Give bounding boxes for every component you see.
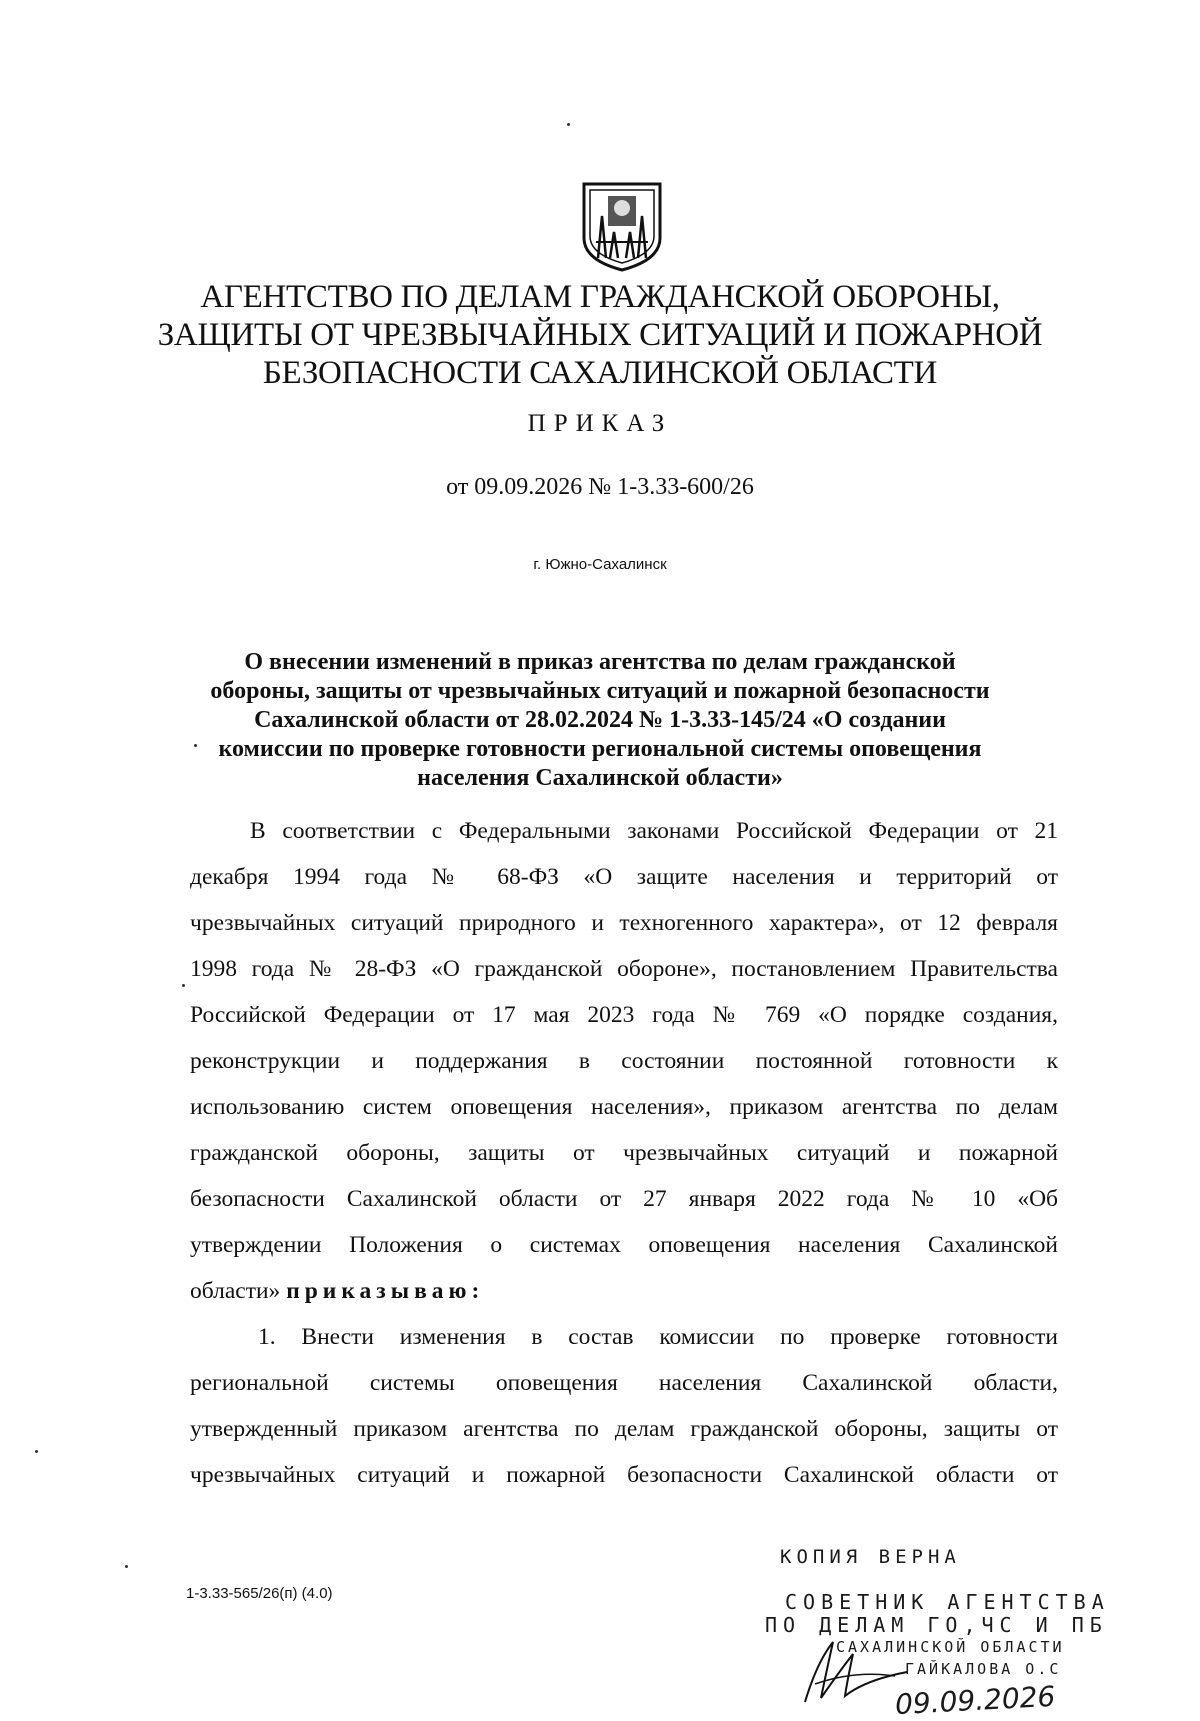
item-line: утвержденный приказом агентства по делам гражданской обороны, защиты от — [190, 1416, 1058, 1442]
agency-name — [150, 278, 1050, 392]
item-line: 1. Внести изменения в состав комиссии по проверке готовности — [258, 1324, 1058, 1350]
document-city: г. Южно-Сахалинск — [533, 556, 667, 573]
agency-line: ЗАЩИТЫ ОТ ЧРЕЗВЫЧАЙНЫХ СИТУАЦИЙ И ПОЖАРНОЙ — [157, 317, 1043, 353]
body-line: 1998 года № 28-ФЗ «О гражданской обороне», постановлением Правительства — [190, 956, 1058, 982]
handwritten-date: 09.09.2026 — [894, 1679, 1057, 1721]
document-subject — [170, 648, 1030, 793]
subject-line: О внесении изменений в приказ агентства по делам гражданской — [244, 649, 956, 675]
body-line: реконструкции и поддержания в состоянии постоянной готовности к — [190, 1048, 1058, 1074]
stamp-line: СОВЕТНИК АГЕНТСТВА — [785, 1590, 1110, 1614]
scan-speck — [182, 984, 185, 987]
subject-line: Сахалинской области от 28.02.2024 № 1-3.33-145/24 «О создании — [254, 707, 946, 733]
document-type: ПРИКАЗ — [527, 410, 673, 437]
agency-line: АГЕНТСТВО ПО ДЕЛАМ ГРАЖДАНСКОЙ ОБОРОНЫ, — [200, 279, 1000, 315]
stamp-line: ГАЙКАЛОВА О.С — [905, 1660, 1062, 1678]
body-line: Российской Федерации от 17 мая 2023 года № 769 «О порядке создания, — [190, 1002, 1058, 1028]
body-line: использованию систем оповещения населения», приказом агентства по делам — [190, 1094, 1058, 1120]
document-code: 1-3.33-565/26(п) (4.0) — [186, 1585, 333, 1602]
body-line-final — [190, 1268, 1058, 1314]
document-number: от 09.09.2026 № 1-3.33-600/26 — [446, 474, 754, 500]
scan-speck — [125, 1565, 128, 1568]
document-body — [190, 808, 1058, 1498]
body-line: декабря 1994 года № 68-ФЗ «О защите населения и территорий от — [190, 864, 1058, 890]
stamp-line: ПО ДЕЛАМ ГО,ЧС И ПБ — [765, 1613, 1108, 1637]
scan-speck — [35, 1450, 38, 1453]
body-line: В соответствии с Федеральными законами Российской Федерации от 21 — [250, 818, 1058, 844]
coat-of-arms-icon — [578, 176, 666, 272]
scan-speck — [194, 744, 197, 747]
stamp-copy-true: КОПИЯ ВЕРНА — [780, 1546, 961, 1568]
body-line: гражданской обороны, защиты от чрезвычайных ситуаций и пожарной — [190, 1140, 1058, 1166]
body-line: утверждении Положения о системах оповещения населения Сахалинской — [190, 1232, 1058, 1258]
body-line: безопасности Сахалинской области от 27 января 2022 года № 10 «Об — [190, 1186, 1058, 1212]
subject-line: комиссии по проверке готовности региональной системы оповещения — [218, 736, 982, 762]
item-line: региональной системы оповещения населения Сахалинской области, — [190, 1370, 1058, 1396]
order-keyword: приказываю: — [286, 1278, 485, 1304]
subject-line: населения Сахалинской области» — [417, 765, 783, 791]
subject-line: обороны, защиты от чрезвычайных ситуаций и пожарной безопасности — [210, 678, 990, 704]
body-line-prefix: области» — [190, 1278, 287, 1304]
agency-line: БЕЗОПАСНОСТИ САХАЛИНСКОЙ ОБЛАСТИ — [262, 355, 938, 391]
scan-speck — [567, 123, 570, 126]
stamp-line: САХАЛИНСКОЙ ОБЛАСТИ — [836, 1638, 1065, 1656]
item-line: чрезвычайных ситуаций и пожарной безопасности Сахалинской области от — [190, 1462, 1058, 1488]
body-line: чрезвычайных ситуаций природного и техногенного характера», от 12 февраля — [190, 910, 1058, 936]
